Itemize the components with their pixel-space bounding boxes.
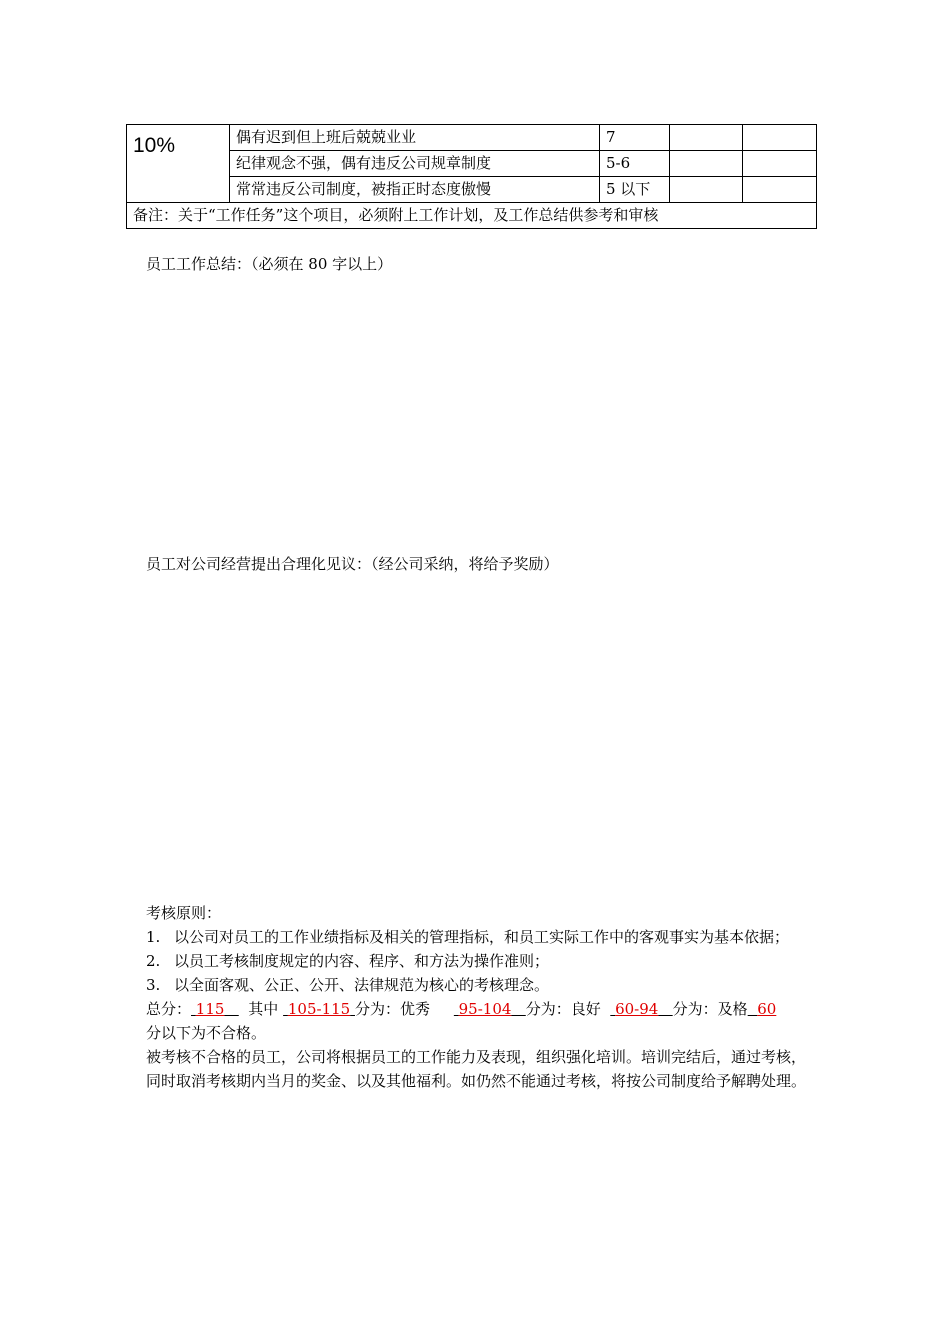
list-item xyxy=(146,973,816,997)
empty-cell xyxy=(670,125,743,151)
score-prefix: 总分： xyxy=(146,1000,192,1018)
list-text: 以公司对员工的工作业绩指标及相关的管理指标，和员工实际工作中的客观事实为基本依据； xyxy=(174,928,790,946)
score-mid: 其中 xyxy=(248,1000,279,1018)
criterion-text: 偶有迟到但上班后兢兢业业 xyxy=(230,125,600,151)
list-item xyxy=(146,949,816,973)
empty-cell xyxy=(743,177,817,203)
good-range: 95-104 xyxy=(458,1000,512,1018)
criterion-text: 常常违反公司制度，被指正时态度傲慢 xyxy=(230,177,600,203)
score-cell: 7 xyxy=(600,125,670,151)
list-number: 1. xyxy=(146,928,161,946)
excellent-label: 分为：优秀 xyxy=(355,1000,431,1018)
closing-paragraph: 被考核不合格的员工，公司将根据员工的工作能力及表现，组织强化培训。培训完结后，通过考核，同时取消考核期内当月的奖金、以及其他福利。如仍然不能通过考核，将按公司制度给予解聘处理。 xyxy=(146,1048,807,1090)
evaluation-principles xyxy=(146,901,816,1093)
empty-cell xyxy=(670,151,743,177)
principles-list xyxy=(146,925,816,997)
work-summary-label: 员工工作总结：（必须在 80 字以上） xyxy=(146,255,393,273)
table-row xyxy=(127,203,817,229)
list-text: 以全面客观、公正、公开、法律规范为核心的考核理念。 xyxy=(174,976,550,994)
pass-label: 分为：及格 xyxy=(672,1000,748,1018)
weight-percent: 10% xyxy=(127,125,230,203)
score-line xyxy=(146,997,816,1045)
excellent-range: 105-115 xyxy=(287,1000,351,1018)
score-cell: 5 以下 xyxy=(600,177,670,203)
pass-range: 60-94 xyxy=(615,1000,659,1018)
evaluation-table xyxy=(126,124,817,229)
score-cell: 5-6 xyxy=(600,151,670,177)
table-row xyxy=(127,177,817,203)
list-text: 以员工考核制度规定的内容、程序、和方法为操作准则； xyxy=(174,952,550,970)
fail-value: 60 xyxy=(757,1000,777,1018)
list-item xyxy=(146,925,816,949)
list-number: 3. xyxy=(146,976,161,994)
total-score: 115 xyxy=(195,1000,225,1018)
principles-title: 考核原则： xyxy=(146,904,222,922)
empty-cell xyxy=(743,151,817,177)
suggestion-label: 员工对公司经营提出合理化见议：（经公司采纳，将给予奖励） xyxy=(146,555,559,573)
table-row xyxy=(127,151,817,177)
fail-label: 分以下为不合格。 xyxy=(146,1024,267,1042)
criterion-text: 纪律观念不强，偶有违反公司规章制度 xyxy=(230,151,600,177)
empty-cell xyxy=(670,177,743,203)
table-row xyxy=(127,125,817,151)
list-number: 2. xyxy=(146,952,161,970)
empty-cell xyxy=(743,125,817,151)
table-note: 备注：关于“工作任务”这个项目，必须附上工作计划，及工作总结供参考和审核 xyxy=(127,203,817,229)
good-label: 分为：良好 xyxy=(525,1000,601,1018)
